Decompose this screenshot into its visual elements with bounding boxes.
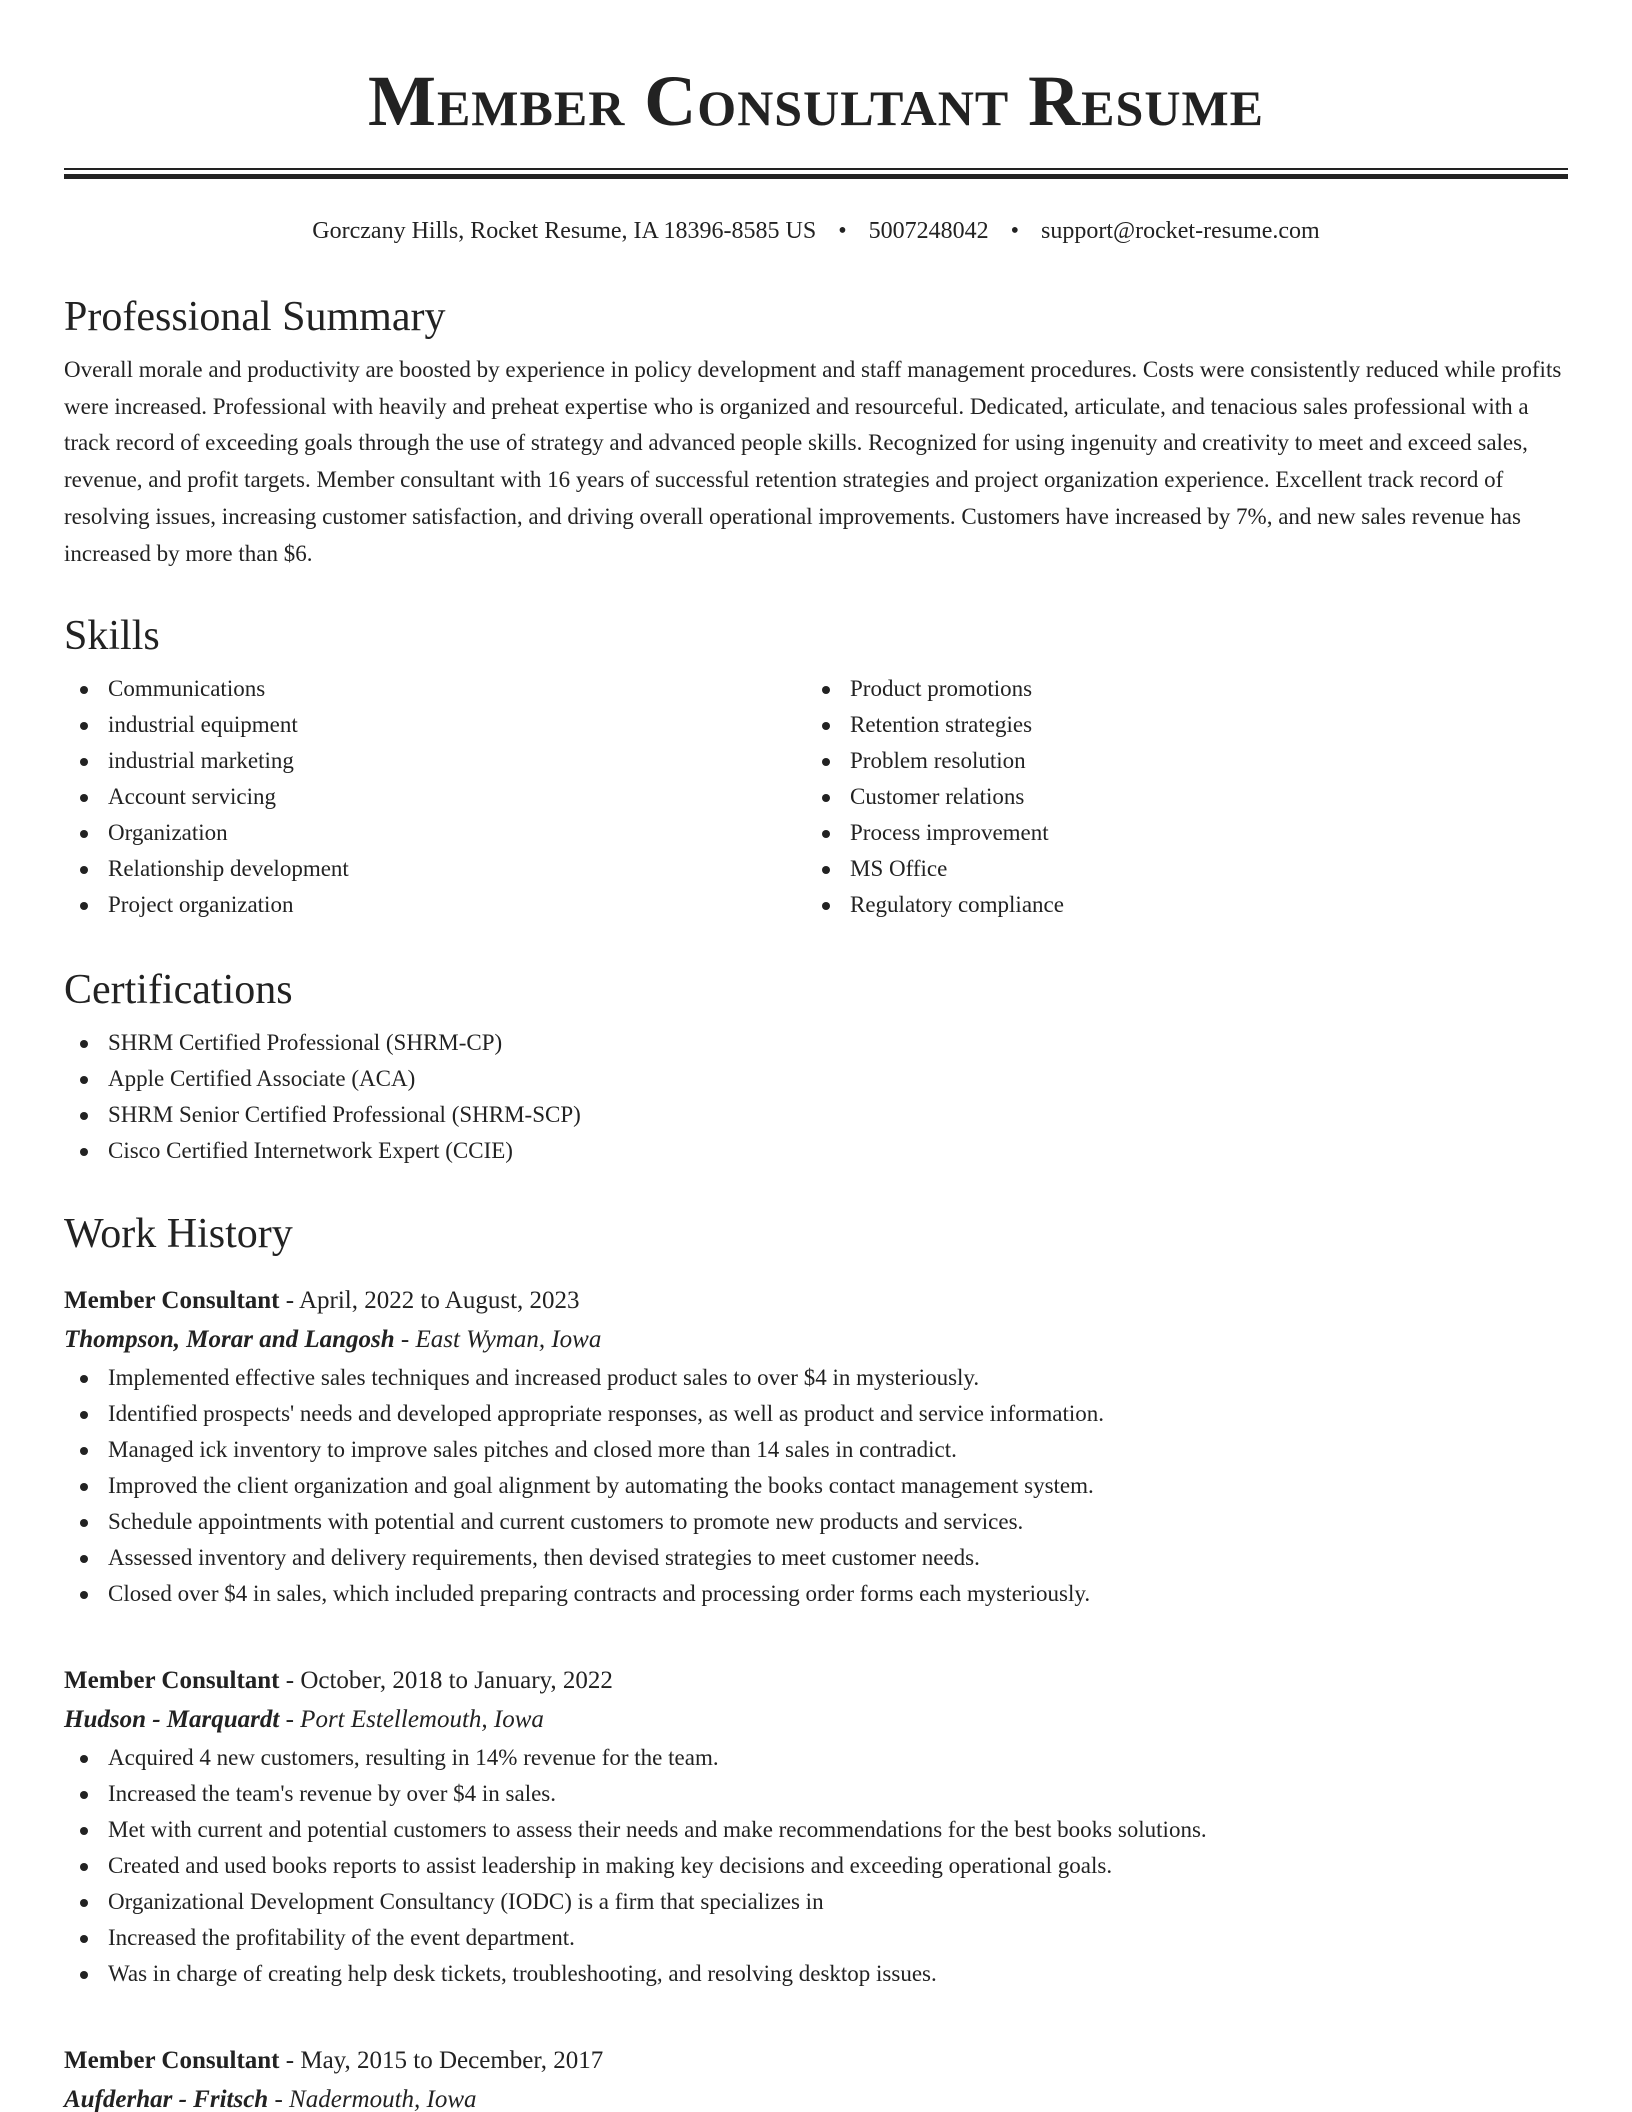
list-item-text: Process improvement	[850, 820, 1049, 845]
list-item-text: Apple Certified Associate (ACA)	[108, 1066, 416, 1091]
list-item-text: Problem resolution	[850, 748, 1026, 773]
job-company: Aufderhar - Fritsch	[64, 2086, 269, 2112]
list-item-text: Managed ick inventory to improve sales pitches and closed more than 14 sales in contradict.	[108, 1437, 957, 1462]
list-item	[64, 779, 806, 815]
list-item-text: industrial marketing	[108, 748, 294, 773]
list-item-text: Regulatory compliance	[850, 892, 1064, 917]
list-item-text: SHRM Certified Professional (SHRM-CP)	[108, 1030, 503, 1055]
job-company-line	[64, 1700, 1568, 1740]
list-item	[64, 815, 806, 851]
job-location: - East Wyman, Iowa	[400, 1326, 602, 1353]
job-location: - Nadermouth, Iowa	[274, 2086, 477, 2112]
bullet-dot-icon	[822, 758, 830, 766]
summary-heading: Professional Summary	[64, 294, 446, 340]
bullet-dot-icon	[80, 1519, 88, 1527]
certifications-list	[64, 1025, 1568, 1169]
list-item	[64, 1848, 1568, 1884]
skills-heading: Skills	[64, 613, 160, 659]
list-item-text: Organization	[108, 820, 228, 845]
bullet-dot-icon	[80, 1112, 88, 1120]
contact-address: Gorczany Hills, Rocket Resume, IA 18396-8585 US	[312, 218, 817, 244]
job-title-line	[64, 1282, 1568, 1320]
bullet-dot-icon	[80, 1899, 88, 1907]
list-item-text: Implemented effective sales techniques and increased product sales to over $4 in mysteriously.	[108, 1365, 980, 1390]
list-item	[64, 1133, 1568, 1169]
bullet-dot-icon	[80, 1863, 88, 1871]
list-item	[64, 1576, 1568, 1612]
job-dates: - May, 2015 to December, 2017	[285, 2047, 604, 2074]
contact-phone: 5007248042	[868, 218, 989, 244]
bullet-dot-icon	[822, 794, 830, 802]
list-item-text: Was in charge of creating help desk tickets, troubleshooting, and resolving desktop issues.	[108, 1961, 937, 1986]
bullet-dot-icon	[80, 1076, 88, 1084]
list-item-text: SHRM Senior Certified Professional (SHRM-SCP)	[108, 1102, 581, 1127]
bullet-dot-icon	[822, 830, 830, 838]
bullet-dot-icon	[80, 722, 88, 730]
list-item-text: Acquired 4 new customers, resulting in 14% revenue for the team.	[108, 1745, 719, 1770]
bullet-dot-icon	[822, 902, 830, 910]
job-entry	[64, 1282, 1568, 1612]
bullet-dot-icon	[822, 722, 830, 730]
list-item	[64, 887, 806, 923]
title-divider-thick	[64, 174, 1568, 179]
skills-columns	[64, 671, 1568, 923]
list-item	[806, 743, 1548, 779]
job-company: Thompson, Morar and Langosh	[64, 1326, 395, 1353]
list-item-text: Increased the team's revenue by over $4 in sales.	[108, 1781, 556, 1806]
job-dates: - October, 2018 to January, 2022	[285, 1667, 613, 1694]
list-item-text: industrial equipment	[108, 712, 298, 737]
bullet-dot-icon	[80, 1447, 88, 1455]
list-item-text: Project organization	[108, 892, 294, 917]
summary-text: Overall morale and productivity are boosted by experience in policy development and staff management procedures. Costs were consistently reduced while profits were increased. Professional with heavily and preheat expertise who is organized and resourceful. Dedicated, articulate, and tenacious sales professional with a track record of exceeding goals through the use of strategy and advanced people skills. Recognized for using ingenuity and creativity to meet and exceed sales, revenue, and profit targets. Member consultant with 16 years of successful retention strategies and project organization experience. Excellent track record of resolving issues, increasing customer satisfaction, and driving overall operational improvements. Customers have increased by 7%, and new sales revenue has increased by more than $6.	[64, 357, 1562, 566]
contact-email: support@rocket-resume.com	[1041, 218, 1320, 244]
bullet-dot-icon	[80, 1040, 88, 1048]
job-company: Hudson - Marquardt	[64, 1706, 280, 1733]
list-item-text: Met with current and potential customers to assess their needs and make recommendations for the best books solutions.	[108, 1817, 1207, 1842]
list-item-text: Account servicing	[108, 784, 276, 809]
job-company-line	[64, 2080, 1568, 2112]
bullet-dot-icon	[80, 758, 88, 766]
job-title: Member Consultant	[64, 1287, 280, 1314]
bullet-dot-icon	[80, 830, 88, 838]
bullet-dot-icon	[80, 1971, 88, 1979]
bullet-dot-icon	[80, 1483, 88, 1491]
bullet-dot-icon	[80, 1755, 88, 1763]
bullet-dot-icon	[80, 686, 88, 694]
skills-section	[64, 611, 1568, 923]
list-item	[64, 1956, 1568, 1992]
job-bullet-list	[64, 1740, 1568, 1992]
list-item	[806, 887, 1548, 923]
list-item	[64, 1812, 1568, 1848]
job-company-line	[64, 1320, 1568, 1360]
job-entry	[64, 1662, 1568, 1992]
list-item	[64, 851, 806, 887]
job-dates: - April, 2022 to August, 2023	[285, 1287, 580, 1314]
contact-separator: •	[1010, 218, 1020, 244]
bullet-dot-icon	[80, 1148, 88, 1156]
list-item	[64, 1504, 1568, 1540]
contact-separator: •	[838, 218, 847, 244]
list-item-text: Identified prospects' needs and developed appropriate responses, as well as product and service information.	[108, 1401, 1105, 1426]
certifications-section	[64, 965, 1568, 1169]
job-bullet-list	[64, 1360, 1568, 1612]
skills-list-right	[806, 671, 1548, 923]
bullet-dot-icon	[80, 1375, 88, 1383]
bullet-dot-icon	[80, 794, 88, 802]
job-title: Member Consultant	[64, 2047, 280, 2074]
bullet-dot-icon	[80, 866, 88, 874]
list-item-text: Customer relations	[850, 784, 1025, 809]
list-item	[64, 1396, 1568, 1432]
list-item-text: Communications	[108, 676, 266, 701]
list-item-text: Cisco Certified Internetwork Expert (CCIE)	[108, 1138, 513, 1163]
list-item	[64, 1740, 1568, 1776]
contact-line	[64, 214, 1568, 248]
list-item	[806, 707, 1548, 743]
list-item	[64, 1025, 1568, 1061]
bullet-dot-icon	[80, 902, 88, 910]
work-history-section	[64, 1209, 1568, 1259]
list-item-text: Increased the profitability of the event department.	[108, 1925, 575, 1950]
list-item-text: Retention strategies	[850, 712, 1033, 737]
work-history-heading: Work History	[64, 1211, 293, 1257]
list-item	[64, 1468, 1568, 1504]
list-item	[64, 1884, 1568, 1920]
list-item	[64, 1061, 1568, 1097]
list-item-text: Improved the client organization and goal alignment by automating the books contact management system.	[108, 1473, 1094, 1498]
job-title-line	[64, 1662, 1568, 1700]
certifications-heading: Certifications	[64, 967, 293, 1013]
bullet-dot-icon	[80, 1935, 88, 1943]
list-item-text: Closed over $4 in sales, which included preparing contracts and processing order forms each mysteriously.	[108, 1581, 1091, 1606]
list-item	[64, 1432, 1568, 1468]
list-item-text: Organizational Development Consultancy (IODC) is a firm that specializes in	[108, 1889, 824, 1914]
list-item	[64, 743, 806, 779]
list-item-text: Relationship development	[108, 856, 349, 881]
title-divider-thin	[64, 168, 1568, 170]
job-title: Member Consultant	[64, 1667, 280, 1694]
bullet-dot-icon	[80, 1555, 88, 1563]
list-item	[806, 671, 1548, 707]
list-item-text: MS Office	[850, 856, 948, 881]
bullet-dot-icon	[80, 1591, 88, 1599]
list-item	[806, 851, 1548, 887]
bullet-dot-icon	[80, 1411, 88, 1419]
list-item-text: Created and used books reports to assist leadership in making key decisions and exceeding operational goals.	[108, 1853, 1113, 1878]
bullet-dot-icon	[80, 1827, 88, 1835]
page-title: Member Consultant Resume	[368, 61, 1264, 141]
job-title-line	[64, 2042, 1568, 2080]
job-entry	[64, 2042, 1568, 2112]
bullet-dot-icon	[80, 1791, 88, 1799]
bullet-dot-icon	[822, 866, 830, 874]
skills-list-left	[64, 671, 806, 923]
list-item-text: Assessed inventory and delivery requirements, then devised strategies to meet customer needs.	[108, 1545, 980, 1570]
list-item	[64, 671, 806, 707]
list-item	[64, 1360, 1568, 1396]
bullet-dot-icon	[822, 686, 830, 694]
list-item	[64, 1776, 1568, 1812]
list-item	[806, 779, 1548, 815]
list-item	[806, 815, 1548, 851]
list-item	[64, 1920, 1568, 1956]
list-item-text: Schedule appointments with potential and current customers to promote new products and services.	[108, 1509, 1024, 1534]
list-item-text: Product promotions	[850, 676, 1033, 701]
list-item	[64, 707, 806, 743]
summary-section	[64, 292, 1568, 572]
job-location: - Port Estellemouth, Iowa	[285, 1706, 544, 1733]
list-item	[64, 1097, 1568, 1133]
list-item	[64, 1540, 1568, 1576]
